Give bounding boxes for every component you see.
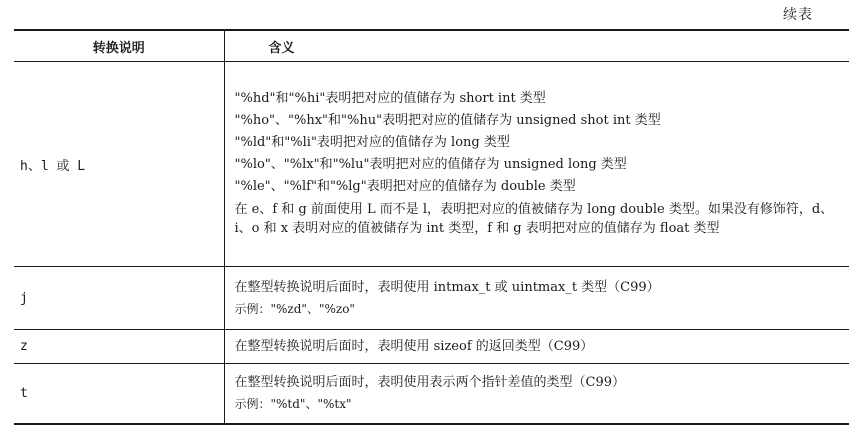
meaning-line: 在整型转换说明后面时，表明使用 intmax_t 或 uintmax_t 类型（C99） [234,280,660,295]
table-header-row [14,30,849,62]
meaning-line: "%ld"和"%li"表明把对应的值储存为 long 类型 [234,134,510,150]
continued-label: 续表 [783,7,813,23]
meaning-line: 在整型转换说明后面时，表明使用表示两个指针差值的类型（C99） [234,375,625,391]
header-conversion: 转换说明 [14,30,224,62]
row-meaning-t [224,364,849,424]
header-meaning: 含义 [224,30,849,62]
table-row [14,330,849,364]
row-meaning-hlL [224,62,849,267]
row-key-j: j [14,267,224,330]
meaning-line: "%lo"、"%lx"和"%lu"表明把对应的值储存为 unsigned long 类型 [234,156,627,172]
meaning-line: "%ho"、"%hx"和"%hu"表明把对应的值储存为 unsigned shot int 类型 [234,112,661,128]
table-row [14,62,849,267]
table-row [14,364,849,424]
row-meaning-j [224,267,849,330]
conversion-spec-table [14,29,849,425]
example-line: 示例："%td"、"%tx" [234,397,352,412]
meaning-line: "%le"、"%lf"和"%lg"表明把对应的值储存为 double 类型 [234,178,576,194]
meaning-line: 在整型转换说明后面时，表明使用 sizeof 的返回类型（C99） [234,338,594,354]
meaning-line: "%hd"和"%hi"表明把对应的值储存为 short int 类型 [234,90,546,106]
row-meaning-z [224,330,849,364]
row-key-z: z [14,330,224,364]
meaning-line: 在 e、f 和 g 前面使用 L 而不是 l，表明把对应的值被储存为 long double 类型。如果没有修饰符，d、i、o 和 x 表明对应的值被储存为 int 类型，f 和 g 表明把对应的值储存为 float 类型 [234,201,834,236]
row-key-hlL: h、l 或 L [14,62,224,267]
table-row [14,267,849,330]
example-line: 示例："%zd"、"%zo" [234,302,355,316]
row-key-t: t [14,364,224,424]
